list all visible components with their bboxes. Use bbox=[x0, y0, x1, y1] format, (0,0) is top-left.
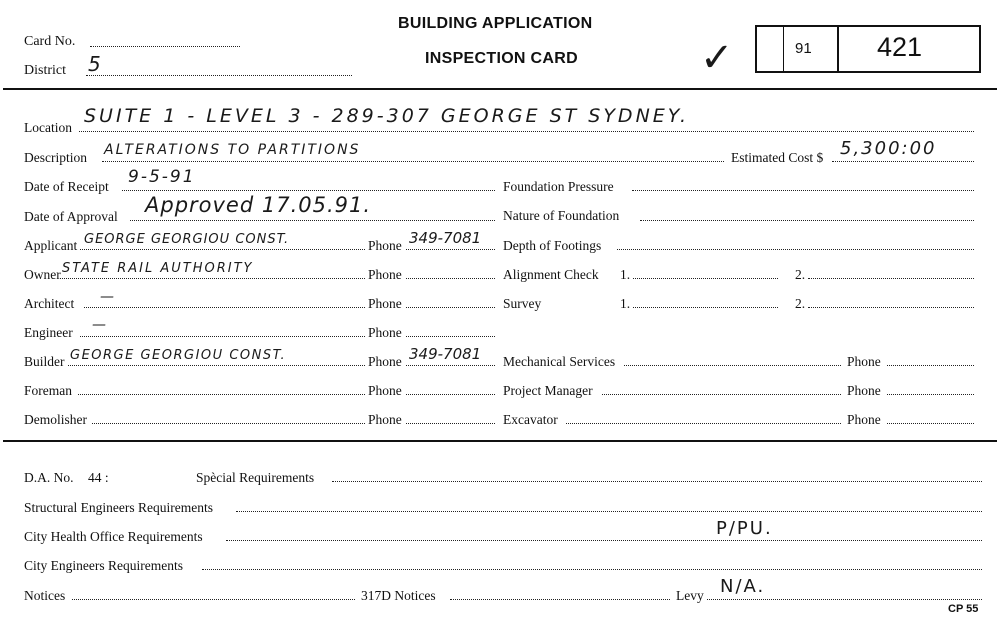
city-health-label: City Health Office Requirements bbox=[24, 529, 203, 544]
card-no-field[interactable] bbox=[90, 46, 240, 47]
excavator-phone-field[interactable] bbox=[887, 423, 974, 424]
survey-2-field[interactable] bbox=[808, 307, 974, 308]
project-manager-phone-label: Phone bbox=[847, 383, 881, 398]
mechanical-services-phone-field[interactable] bbox=[887, 365, 974, 366]
engineer-value: — bbox=[92, 317, 106, 333]
architect-phone-label: Phone bbox=[368, 296, 402, 311]
header-divider bbox=[3, 88, 997, 90]
engineer-label: Engineer bbox=[24, 325, 73, 340]
demolisher-label: Demolisher bbox=[24, 412, 87, 427]
builder-phone-label: Phone bbox=[368, 354, 402, 369]
project-manager-label: Project Manager bbox=[503, 383, 593, 398]
survey-1-label: 1. bbox=[620, 296, 631, 311]
nature-of-foundation-label: Nature of Foundation bbox=[503, 208, 620, 223]
survey-2-label: 2. bbox=[795, 296, 806, 311]
estimated-cost-value: 5,300:00 bbox=[840, 138, 937, 159]
estimated-cost-field[interactable] bbox=[832, 161, 974, 162]
builder-phone-value: 349-7081 bbox=[409, 345, 482, 363]
survey-1-field[interactable] bbox=[633, 307, 778, 308]
section-divider bbox=[3, 440, 997, 442]
location-field[interactable] bbox=[79, 131, 974, 132]
description-label: Description bbox=[24, 150, 87, 165]
da-no-value: 44 : bbox=[88, 470, 109, 485]
location-value: SUITE 1 - LEVEL 3 - 289-307 GEORGE ST SYDNEY. bbox=[84, 105, 689, 127]
notices-field[interactable] bbox=[72, 599, 355, 600]
alignment-check-label: Alignment Check bbox=[503, 267, 599, 282]
description-value: ALTERATIONS TO PARTITIONS bbox=[104, 142, 361, 158]
builder-value: GEORGE GEORGIOU CONST. bbox=[70, 348, 287, 363]
applicant-label: Applicant bbox=[24, 238, 78, 253]
date-of-receipt-field[interactable] bbox=[122, 190, 495, 191]
engineer-field[interactable] bbox=[80, 336, 365, 337]
structural-engineers-field[interactable] bbox=[236, 511, 982, 512]
city-health-value: P/PU. bbox=[716, 518, 773, 539]
excavator-field[interactable] bbox=[566, 423, 841, 424]
check-mark-icon: ✓ bbox=[700, 35, 734, 81]
foundation-pressure-field[interactable] bbox=[632, 190, 974, 191]
applicant-value: GEORGE GEORGIOU CONST. bbox=[84, 232, 290, 247]
special-requirements-label: Spècial Requirements bbox=[196, 470, 315, 485]
title-line-1: BUILDING APPLICATION bbox=[398, 15, 593, 32]
card-no-label: Card No. bbox=[24, 34, 76, 49]
demolisher-phone-label: Phone bbox=[368, 412, 402, 427]
builder-label: Builder bbox=[24, 354, 65, 369]
alignment-check-1-field[interactable] bbox=[633, 278, 778, 279]
317d-notices-field[interactable] bbox=[450, 599, 670, 600]
architect-label: Architect bbox=[24, 296, 75, 311]
nature-of-foundation-field[interactable] bbox=[640, 220, 974, 221]
foreman-field[interactable] bbox=[78, 394, 365, 395]
excavator-phone-label: Phone bbox=[847, 412, 881, 427]
location-label: Location bbox=[24, 120, 72, 135]
architect-value: — bbox=[100, 289, 114, 305]
applicant-phone-value: 349-7081 bbox=[409, 229, 482, 247]
foundation-pressure-label: Foundation Pressure bbox=[503, 179, 614, 194]
date-of-approval-field[interactable] bbox=[130, 220, 495, 221]
levy-label: Levy bbox=[676, 588, 704, 603]
date-of-approval-value: Approved 17.05.91. bbox=[145, 193, 372, 217]
mechanical-services-label: Mechanical Services bbox=[503, 354, 616, 369]
estimated-cost-label: Estimated Cost $ bbox=[731, 150, 824, 165]
applicant-phone-field[interactable] bbox=[406, 249, 495, 250]
foreman-label: Foreman bbox=[24, 383, 72, 398]
date-of-receipt-value: 9-5-91 bbox=[128, 167, 196, 187]
levy-field[interactable] bbox=[707, 599, 982, 600]
architect-field[interactable] bbox=[84, 307, 365, 308]
structural-engineers-label: Structural Engineers Requirements bbox=[24, 500, 213, 515]
city-engineers-label: City Engineers Requirements bbox=[24, 558, 183, 573]
demolisher-field[interactable] bbox=[92, 423, 365, 424]
form-code: CP 55 bbox=[948, 603, 979, 615]
city-health-field[interactable] bbox=[226, 540, 982, 541]
alignment-check-1-label: 1. bbox=[620, 267, 631, 282]
317d-notices-label: 317D Notices bbox=[361, 588, 436, 603]
engineer-phone-label: Phone bbox=[368, 325, 402, 340]
card-number-box bbox=[755, 25, 981, 73]
owner-value: STATE RAIL AUTHORITY bbox=[62, 261, 254, 276]
architect-phone-field[interactable] bbox=[406, 307, 495, 308]
demolisher-phone-field[interactable] bbox=[406, 423, 495, 424]
builder-phone-field[interactable] bbox=[406, 365, 495, 366]
project-manager-field[interactable] bbox=[602, 394, 841, 395]
mechanical-services-phone-label: Phone bbox=[847, 354, 881, 369]
date-of-approval-label: Date of Approval bbox=[24, 209, 118, 224]
engineer-phone-field[interactable] bbox=[406, 336, 495, 337]
district-value: 5 bbox=[88, 52, 101, 76]
builder-field[interactable] bbox=[68, 365, 365, 366]
alignment-check-2-field[interactable] bbox=[808, 278, 974, 279]
card-number: 421 bbox=[877, 32, 923, 62]
depth-of-footings-label: Depth of Footings bbox=[503, 238, 602, 253]
owner-label: Owner bbox=[24, 267, 61, 282]
mechanical-services-field[interactable] bbox=[624, 365, 841, 366]
depth-of-footings-field[interactable] bbox=[617, 249, 974, 250]
da-no-label: D.A. No. bbox=[24, 470, 74, 485]
applicant-field[interactable] bbox=[80, 249, 365, 250]
description-field[interactable] bbox=[102, 161, 724, 162]
excavator-label: Excavator bbox=[503, 412, 558, 427]
card-year: 91 bbox=[795, 40, 812, 57]
notices-label: Notices bbox=[24, 588, 66, 603]
foreman-phone-label: Phone bbox=[368, 383, 402, 398]
levy-value: N/A. bbox=[720, 576, 766, 597]
survey-label: Survey bbox=[503, 296, 542, 311]
city-engineers-field[interactable] bbox=[202, 569, 982, 570]
alignment-check-2-label: 2. bbox=[795, 267, 806, 282]
title-line-2: INSPECTION CARD bbox=[425, 50, 578, 67]
project-manager-phone-field[interactable] bbox=[887, 394, 974, 395]
date-of-receipt-label: Date of Receipt bbox=[24, 179, 109, 194]
district-label: District bbox=[24, 63, 66, 78]
owner-field[interactable] bbox=[60, 278, 365, 279]
owner-phone-field[interactable] bbox=[406, 278, 495, 279]
foreman-phone-field[interactable] bbox=[406, 394, 495, 395]
applicant-phone-label: Phone bbox=[368, 238, 402, 253]
special-requirements-field[interactable] bbox=[332, 481, 982, 482]
owner-phone-label: Phone bbox=[368, 267, 402, 282]
district-field[interactable] bbox=[86, 75, 352, 76]
